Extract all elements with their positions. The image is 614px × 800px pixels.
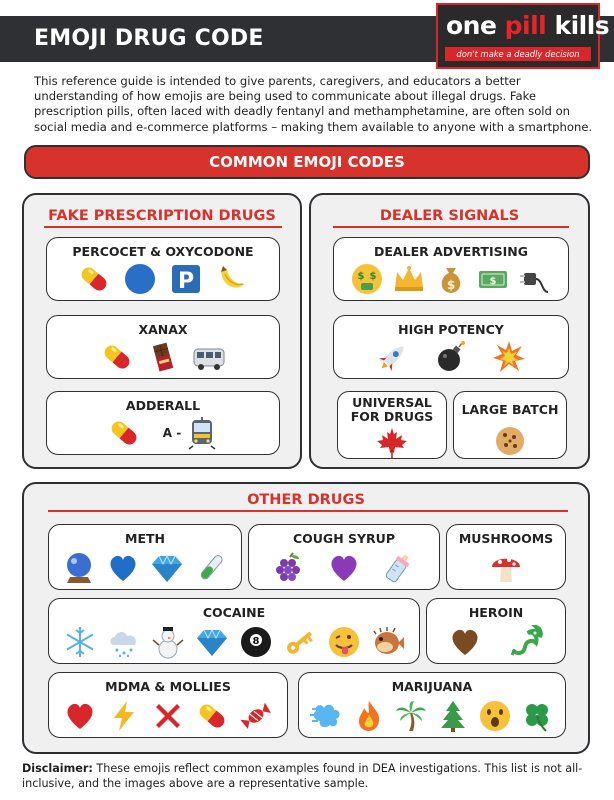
mushroom-icon	[489, 551, 523, 585]
card-label: MUSHROOMS	[458, 531, 554, 546]
card-label: DEALER ADVERTISING	[374, 244, 528, 259]
test-tube-icon	[194, 551, 228, 585]
logo-tagline: don't make a deadly decision	[445, 47, 591, 61]
card-xanax	[46, 315, 280, 379]
rocket-icon	[376, 340, 410, 374]
card-meth	[48, 524, 242, 590]
disclaimer-label: Disclaimer:	[22, 762, 93, 775]
card-label: PERCOCET & OXYCODONE	[72, 244, 254, 259]
card-percocet-oxycodone	[46, 237, 280, 301]
cookie-icon	[493, 424, 527, 458]
card-label-line1: UNIVERSAL	[352, 395, 432, 410]
intro-paragraph: This reference guide is intended to give parents, caregivers, and educators a better understanding of how emojis are being used to communicate about illegal drugs. Fake prescription pills, often laced with deadly fentanyl and methamphetamine, are often sold on social media and e-commerce platforms – making them available to anyone with a smartphone.	[34, 74, 593, 134]
page-title: EMOJI DRUG CODE	[34, 26, 264, 51]
emoji-row	[334, 262, 568, 296]
dash-icon	[310, 699, 344, 733]
candy-icon	[239, 699, 273, 733]
emoji-row	[47, 416, 279, 450]
one-pill-kills-logo	[436, 3, 610, 69]
pill-icon	[195, 699, 229, 733]
card-large-batch	[453, 391, 567, 459]
snowman-icon	[151, 625, 185, 659]
other-drugs-panel	[22, 482, 590, 754]
parking-sign-icon	[169, 262, 203, 296]
card-label: HEROIN	[468, 605, 524, 620]
school-bus-icon	[192, 340, 226, 374]
emoji-row	[49, 625, 419, 659]
card-cough-syrup	[248, 524, 440, 590]
pill-icon	[100, 340, 134, 374]
emoji-row	[334, 340, 568, 374]
card-label: MARIJUANA	[391, 679, 473, 694]
panel-title: OTHER DRUGS	[247, 492, 365, 508]
disclaimer-text: These emojis reflect common examples found in DEA investigations. This list is not all-inclusive, and the images above are a representative sample.	[22, 762, 583, 790]
card-marijuana	[298, 672, 566, 738]
bomb-icon	[434, 340, 468, 374]
blue-heart-icon	[106, 551, 140, 585]
card-label: HIGH POTENCY	[398, 322, 504, 337]
explosion-icon	[492, 340, 526, 374]
card-heroin	[426, 598, 566, 664]
panel-title-underline	[44, 226, 282, 228]
snow-cloud-icon	[107, 625, 141, 659]
common-emoji-codes-banner: COMMON EMOJI CODES	[24, 145, 590, 179]
panel-title: DEALER SIGNALS	[379, 208, 520, 224]
panel-title-underline	[48, 510, 568, 512]
panel-title-underline	[333, 226, 569, 228]
dollar-bill-icon	[476, 262, 510, 296]
snowflake-icon	[63, 625, 97, 659]
card-mdma-mollies	[48, 672, 288, 738]
emoji-row	[338, 426, 446, 460]
emoji-row	[299, 699, 565, 733]
emoji-row	[47, 262, 279, 296]
card-label: METH	[125, 531, 165, 546]
red-heart-icon	[63, 699, 97, 733]
fake-prescription-drugs-panel	[22, 193, 302, 469]
card-dealer-advertising	[333, 237, 569, 301]
header	[0, 0, 614, 66]
logo-word-one: one	[446, 11, 505, 40]
logo-wordmark	[446, 11, 610, 40]
dealer-signals-panel	[309, 193, 590, 469]
money-mouth-face-icon	[350, 262, 384, 296]
money-bag-icon	[434, 262, 468, 296]
astonished-face-icon	[478, 699, 512, 733]
card-label-line2: FOR DRUGS	[350, 409, 434, 424]
crown-icon	[392, 262, 426, 296]
baby-bottle-icon	[381, 551, 415, 585]
brown-heart-icon	[448, 625, 482, 659]
maple-leaf-icon	[375, 426, 409, 460]
crystal-ball-icon	[62, 551, 96, 585]
card-mushrooms	[446, 524, 566, 590]
fire-icon	[352, 699, 386, 733]
emoji-row	[49, 699, 287, 733]
key-icon	[283, 625, 317, 659]
emoji-row	[49, 551, 241, 585]
emoji-row	[47, 340, 279, 374]
card-label: COUGH SYRUP	[292, 531, 395, 546]
purple-heart-icon	[327, 551, 361, 585]
evergreen-tree-icon	[436, 699, 470, 733]
adderall-prefix-label: A -	[162, 426, 182, 440]
card-universal-for-drugs	[337, 391, 447, 459]
gem-icon	[195, 625, 229, 659]
card-label: LARGE BATCH	[461, 402, 559, 417]
card-high-potency	[333, 315, 569, 379]
pill-icon	[107, 416, 141, 450]
blue-circle-icon	[123, 262, 157, 296]
panel-title: FAKE PRESCRIPTION DRUGS	[48, 208, 276, 224]
emoji-row	[454, 424, 566, 458]
lightning-icon	[107, 699, 141, 733]
emoji-row	[447, 551, 565, 585]
card-label: XANAX	[138, 322, 188, 337]
dragon-icon	[510, 625, 544, 659]
banana-icon	[215, 262, 249, 296]
electric-plug-icon	[518, 262, 552, 296]
four-leaf-clover-icon	[520, 699, 554, 733]
train-icon	[185, 416, 219, 450]
blowfish-icon	[371, 625, 405, 659]
card-label: ADDERALL	[125, 398, 201, 413]
palm-tree-icon	[394, 699, 428, 733]
emoji-row	[249, 551, 439, 585]
card-cocaine	[48, 598, 420, 664]
card-label: COCAINE	[202, 605, 266, 620]
logo-word-pill: pill	[504, 11, 547, 40]
pill-icon	[77, 262, 111, 296]
tongue-face-icon	[327, 625, 361, 659]
logo-word-kills: kills	[546, 11, 610, 40]
cross-mark-icon	[151, 699, 185, 733]
chocolate-bar-icon	[146, 340, 180, 374]
gem-icon	[150, 551, 184, 585]
eight-ball-icon	[239, 625, 273, 659]
disclaimer	[22, 761, 602, 791]
card-adderall	[46, 391, 280, 455]
grapes-icon	[273, 551, 307, 585]
card-label: MDMA & MOLLIES	[105, 679, 231, 694]
emoji-row	[427, 625, 565, 659]
